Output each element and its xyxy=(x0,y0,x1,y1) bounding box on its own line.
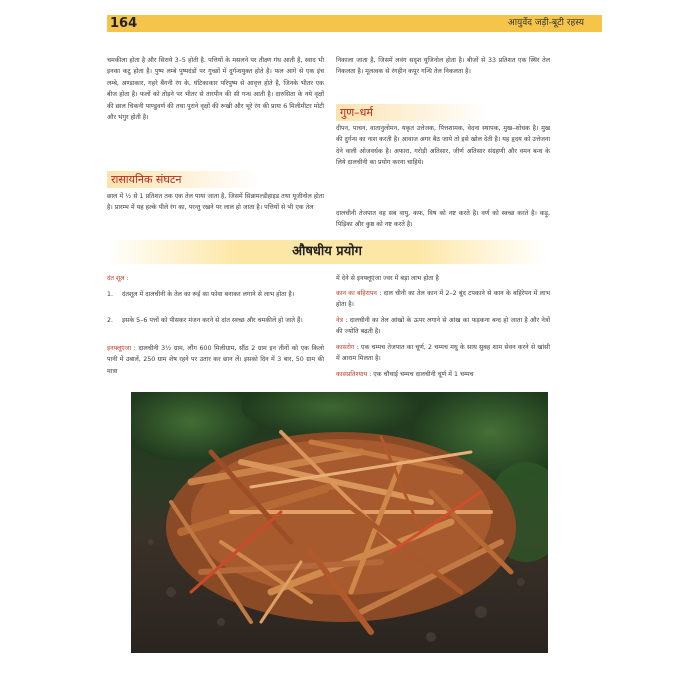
cough-paragraph xyxy=(336,342,550,365)
properties-paragraph-1: दीपन, पाचन, वातानुलोमन, यकृत उत्तेजक, पित्तशामक, वेदना स्थापक, मुख–शोधक है। मुख की दुर्गन्ध का नाश करती है। आवाज अगर बैठ जाये तो इसे खोल देती है। यह हृदय को उत्तेजना देने वाली ओजवर्धक है। अफारा, गरोड़ी अतिसार, जीर्ण अतिसार संग्रहणी और वमन बन्ध के लिये दालचीनी का प्रयोग करना चाहिये। xyxy=(336,125,550,167)
asthma-text: : एक चौथाई चम्मच दालचीनी चूर्ण में 1 चम्मच xyxy=(369,371,474,378)
influenza-text: : दालचीनी 3½ ग्राम, लौंग 600 मिलीग्राम, सौंठ 2 ग्राम इन तीनों को एक किलो पानी में उबालें, 250 ग्राम शेष रहने पर उतार कर छान लें। इसको दिन में 3 बार, 50 ग्राम की मात्रा xyxy=(107,345,324,375)
properties-paragraph-2: दालचीनी तेजपात वह सब वायु, कफ, विष को नष्ट करते है। वर्ण को स्वच्छ करते है। कड़ू, पिड़िका और कुष्ठ को नष्ट करते है। xyxy=(336,210,550,229)
properties-heading: गुण–धर्म xyxy=(336,104,490,121)
influenza-label: इनफ्लूएंजा xyxy=(107,345,132,352)
cough-label: कासरोग xyxy=(336,344,355,351)
deafness-label: कान का बहिरापन xyxy=(336,290,377,297)
chemistry-heading: रासायनिक संघटन xyxy=(107,171,261,188)
asthma-label: कासप्रतिश्याय xyxy=(336,371,368,378)
toothache-item-1-number: 1. xyxy=(107,291,114,298)
chemistry-paragraph: छाल में ½ से 1 प्रतिशत तक एक तेल पाया जाता है, जिसमें सिन्नामल्डीहाइड तथा यूजीनोल होता है। प्रारम्भ में यह हल्के पीले रंग का, परन्तु रखने पर लाल हो जाता है। पत्तियों से भी एक तेल xyxy=(107,193,324,212)
cough-text: : एक चम्मच तेजपात का चूर्ण, 2 चम्मच मधु के साथ सुबह शाम सेवन करने से खांसी में आराम मिलता है। xyxy=(336,344,550,363)
cinnamon-bark-photo xyxy=(131,392,548,653)
toothache-item-2-number: 2. xyxy=(107,317,114,324)
toothache-item-1: दंतशूल में दालचीनी के तेल का रूई का फोवा बनाकर लगाने से लाभ होता है। xyxy=(122,291,295,298)
toothache-item-2: इसके 5–6 पत्तों को पीसकर मंजन करने से दांत स्वच्छ और चमकीले हो जाते हैं। xyxy=(122,317,303,324)
medicinal-heading: औषधीय प्रयोग xyxy=(292,244,362,259)
medicinal-heading-band xyxy=(107,240,547,264)
eye-label: नेत्र xyxy=(336,317,343,324)
influenza-paragraph xyxy=(107,343,324,377)
influenza-continuation: में देने से इनफ्लूएंजा ज्वर में बड़ा लाभ होता है xyxy=(336,275,439,282)
page-number: 164 xyxy=(110,16,138,31)
intro-paragraph: चमकीला होता है और सिराये 3–5 होती है. पत्तियों के मसलने पर तीक्ष्ण गंध आती है, स्वाद भी इनका कटु होता है। पुष्प लम्बे पुष्पदंडों पर गुच्छों में दुर्गन्धयुक्त होते है। फल आगे से एक इंच लम्बे, अण्डाकार, गहरे बैंगनी रंग के, घंटिकाकार परिपुष्प से आवृत्त होते है, जिनके भीतर एक बीज होता है। फलों को तोड़ने पर भीतर से तारपीन की सी गन्ध आती है। दारुसिता के नये वृक्षों की छाल चिकनी पाण्डुवर्ण की तथा पुराने वृक्षों की रूखी और भूरे रंग की प्रायः 6 मिलीमीटर मोटी और भंगुर होती है। xyxy=(107,57,324,122)
toothache-label: दंत शूल : xyxy=(107,275,129,282)
eye-text: : दालचीनी का तेल आंखों के ऊपर लगाने से आंख का फड़कना बन्द हो जाता है और नेत्रों की ज्योति बढ़ती है। xyxy=(336,317,550,336)
running-title: आयुर्वेद जड़ी-बूटी रहस्य xyxy=(507,18,584,28)
deafness-text: : दाल चीनी का तेल कान में 2–2 बूंद टपकाने से कान के बहिरेपन में लाभ होता है। xyxy=(336,290,551,309)
eye-paragraph xyxy=(336,315,550,338)
continuation-paragraph: निकाला जाता है, जिसमें लवंग सदृश यूजिनोल होता है। बीजों से 33 प्रतिशत एक स्थिर तेल निकलता है। मूलत्वक से रंगहीन कपूर गन्धि तेल निकलता है। xyxy=(336,57,550,76)
asthma-paragraph xyxy=(336,369,550,380)
deafness-paragraph xyxy=(336,288,550,311)
